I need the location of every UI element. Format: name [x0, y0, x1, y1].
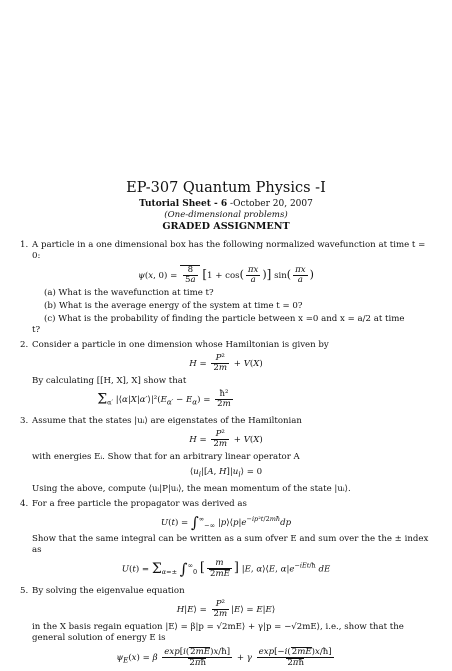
equation-2: $\psi_E(x) = \beta$ $\frac{\exp[i(2mE)x/ħ]}{2\pi ħ}$ + γ $\frac{\exp[-i(2mE)x/ħ]}{2\pi ħ}$ — [116, 647, 332, 669]
question-1 — [20, 240, 432, 336]
question-5 — [20, 586, 432, 668]
sheet-label: Tutorial Sheet - 6 — [139, 199, 228, 209]
question-number: 1. — [20, 240, 29, 250]
equation: ψ(x, 0) = $\frac{8}{5a}$ [1 + cos( $\frac{\pi x}{a}$ )] sin( $\frac{\pi x}{a}$ ) — [138, 265, 314, 285]
question-number: 5. — [20, 586, 29, 597]
question-text: Assume that the states |uᵢ⟩ are eigenstates of the Hamiltonian — [32, 416, 302, 426]
equation: H = $\frac{\text{P²}}{2m}$ + V(X) — [189, 429, 263, 449]
document-subtitle: (One-dimensional problems) — [164, 210, 288, 220]
question-text-2: Show that the same integral can be written as a sum ofver E and sum over the the ± index as — [32, 534, 429, 556]
sheet-line — [0, 199, 452, 209]
question-text: Consider a particle in one dimension whose Hamiltonian is given by — [32, 340, 329, 350]
question-text-3: Using the above, compute ⟨uᵢ|P|uᵢ⟩, the mean momentum of the state |uᵢ⟩. — [32, 483, 351, 494]
subquestion-c: (c) What is the probability of finding the particle between x =0 and x = a/2 at time — [44, 314, 405, 324]
question-text-2: with energies Eᵢ. Show that for an arbitrary linear operator A — [32, 452, 300, 462]
question-number: 2. — [20, 340, 29, 350]
equation: H = $\frac{\text{P²}}{2m}$ + V(X) — [189, 353, 263, 373]
question-text: By solving the eigenvalue equation — [32, 586, 185, 597]
subquestion-c-tail: t? — [32, 325, 41, 335]
question-text: For a free particle the propagator was derived as — [32, 498, 247, 509]
question-text-2: in the X basis regain equation |E⟩ = β|p = √2mE⟩ + γ|p = −√2mE⟩, i.e., show that the general solution of energy E is — [32, 622, 404, 644]
subquestion-a: (a) What is the wavefunction at time t? — [44, 288, 214, 298]
equation-2: $\Sigma_{\alpha'}$ $|⟨\alpha|X|\alpha'⟩|^2(E_{\alpha'} - E_\alpha)$ = $\frac{\text{ħ²}}{2m}$ — [97, 389, 231, 409]
header — [0, 180, 452, 232]
questions-body — [20, 240, 432, 671]
question-text: A particle in a one dimensional box has the following normalized wavefunction at time t = 0: — [32, 240, 426, 261]
equation-2: $⟨u_i|[A$, $H]|u_i⟩ = 0$ — [189, 467, 263, 479]
question-4 — [20, 499, 432, 580]
sheet-date: -October 20, 2007 — [227, 199, 313, 209]
subquestion-b: (b) What is the average energy of the system at time t = 0? — [44, 301, 303, 311]
equation-2: $U(t) = \Sigma_{\alpha=\pm}$ $\int^\infty_0$ [ $\frac{m}{2mE}$ ] |E, α⟩⟨E, $\alpha|e^{-iEt/ħ}$ dE — [121, 558, 331, 580]
question-text-2: By calculating [[H, X], X] show that — [32, 376, 187, 386]
question-number: 3. — [20, 416, 29, 426]
question-3 — [20, 416, 432, 495]
question-number: 4. — [20, 498, 29, 509]
question-2 — [20, 340, 432, 409]
equation: $U(t) = \int^\infty_{-\infty}$ $|p⟩⟨p|e^{-ip^2t/2mħ}dp$ — [160, 513, 292, 532]
graded-heading: GRADED ASSIGNMENT — [162, 221, 290, 232]
document-title: EP-307 Quantum Physics -I — [126, 180, 326, 196]
equation: H|E⟩ = $\frac{\text{P²}}{2m}$ |E⟩ = E|E⟩ — [176, 599, 276, 620]
